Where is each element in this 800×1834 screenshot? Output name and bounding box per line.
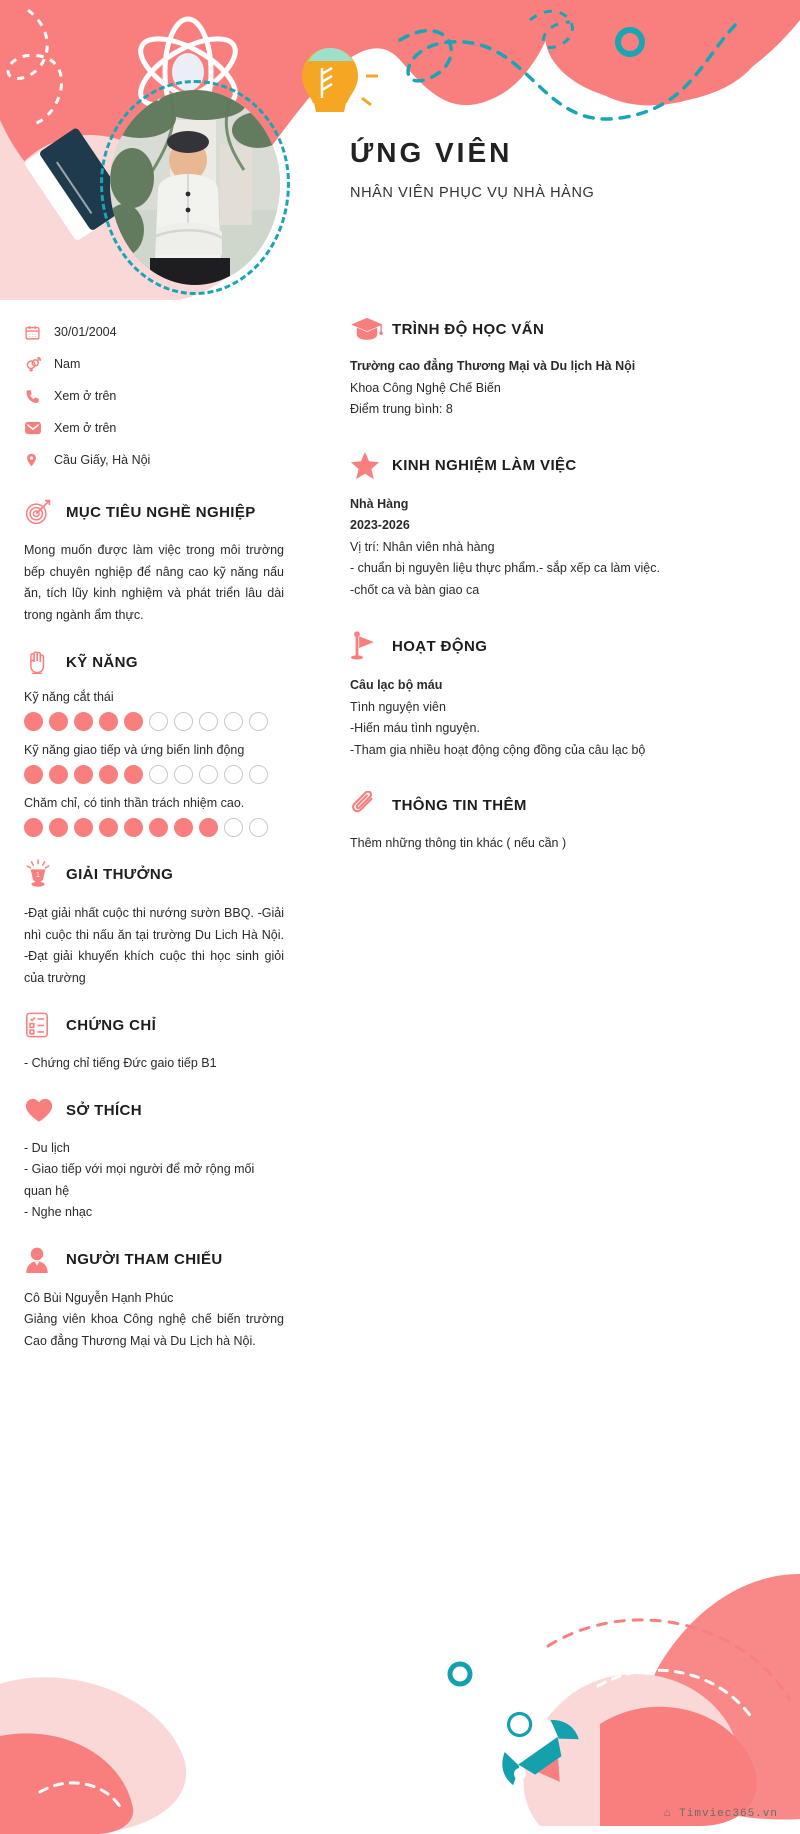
awards-text: -Đạt giải nhất cuộc thi nướng sườn BBQ. -Giải nhì cuộc thi nấu ăn tại trường Du Lich Hà Nội. -Đạt giải khuyến khích cuộc thi học sinh giỏi của trường <box>24 906 284 985</box>
left-column <box>24 316 284 1352</box>
education-gpa: Điểm trung bình: 8 <box>350 402 453 416</box>
section-title: KINH NGHIỆM LÀM VIỆC <box>392 456 577 474</box>
section-header-objective <box>24 498 284 526</box>
section-title: SỞ THÍCH <box>66 1101 142 1119</box>
experience-position: Vị trí: Nhân viên nhà hàng <box>350 539 495 554</box>
experience-duty: -chốt ca và bàn giao ca <box>350 582 480 597</box>
contact-item-phone[interactable] <box>24 380 284 412</box>
contact-item-gender <box>24 348 284 380</box>
avatar <box>100 80 290 295</box>
flag-icon <box>350 631 392 661</box>
section-header-hobbies <box>24 1097 284 1124</box>
section-header-awards <box>24 859 284 889</box>
activity-detail: -Tham gia nhiều hoạt động cộng đồng của câu lạc bộ <box>350 742 646 757</box>
contact-item-address <box>24 444 284 476</box>
skill-label: Kỹ năng cắt thái <box>24 690 114 704</box>
skill-dot[interactable] <box>199 818 218 837</box>
avatar-photo <box>110 90 280 285</box>
skill-dot[interactable] <box>174 765 193 784</box>
section-activities <box>350 631 770 761</box>
more-info-text: Thêm những thông tin khác ( nếu cần ) <box>350 836 567 850</box>
section-experience <box>350 451 770 602</box>
checklist-icon <box>24 1011 66 1039</box>
skill-dot[interactable] <box>199 712 218 731</box>
skill-dot[interactable] <box>174 818 193 837</box>
contact-value: Nam <box>54 357 81 371</box>
skill-dot[interactable] <box>124 818 143 837</box>
section-title: MỤC TIÊU NGHỀ NGHIỆP <box>66 503 256 521</box>
graduation-cap-icon <box>350 316 392 342</box>
skill-dot[interactable] <box>224 765 243 784</box>
skill-dot[interactable] <box>74 818 93 837</box>
hobby-line: - Du lịch <box>24 1140 70 1155</box>
section-more-info <box>350 791 770 855</box>
contact-value: Cầu Giấy, Hà Nội <box>54 453 151 467</box>
hand-icon <box>24 648 66 676</box>
gender-icon <box>24 355 54 373</box>
hobby-line: - Giao tiếp với mọi người để mở rộng mối quan hệ <box>24 1162 255 1198</box>
skills-list <box>24 690 284 837</box>
job-title: NHÂN VIÊN PHỤC VỤ NHÀ HÀNG <box>350 184 595 201</box>
section-header-skills <box>24 648 284 676</box>
skill-dot[interactable] <box>49 765 68 784</box>
section-education <box>350 316 770 421</box>
section-title: TRÌNH ĐỘ HỌC VẤN <box>392 320 545 338</box>
skill-dot[interactable] <box>24 818 43 837</box>
skill-dot[interactable] <box>199 765 218 784</box>
skill-dot[interactable] <box>249 818 268 837</box>
reference-name: Cô Bùi Nguyễn Hạnh Phúc <box>24 1290 174 1305</box>
experience-duty: - chuẩn bị nguyên liệu thực phẩm.- sắp xếp ca làm việc. <box>350 561 660 575</box>
paperclip-icon <box>350 791 392 819</box>
email-icon <box>24 419 54 437</box>
skill-dot[interactable] <box>24 765 43 784</box>
section-header-experience <box>350 451 770 480</box>
target-icon <box>24 498 66 526</box>
education-faculty: Khoa Công Nghệ Chế Biến <box>350 380 501 395</box>
skill-rating[interactable] <box>24 765 284 784</box>
skill-dot[interactable] <box>99 712 118 731</box>
section-title: CHỨNG CHỈ <box>66 1016 157 1034</box>
heart-icon <box>24 1097 66 1124</box>
person-icon <box>24 1246 66 1274</box>
skill-dot[interactable] <box>74 765 93 784</box>
skill-label: Chăm chỉ, có tinh thần trách nhiệm cao. <box>24 796 245 810</box>
section-title: THÔNG TIN THÊM <box>392 796 527 814</box>
skill-dot[interactable] <box>24 712 43 731</box>
experience-period: 2023-2026 <box>350 518 410 532</box>
skill-dot[interactable] <box>249 712 268 731</box>
skill-item <box>24 690 284 731</box>
star-icon <box>350 451 392 480</box>
skill-dot[interactable] <box>224 818 243 837</box>
objective-text: Mong muốn được làm việc trong môi trường bếp chuyên nghiệp để nâng cao kỹ năng nấu ăn, tích lũy kinh nghiệm và phát triển lâu dài trong ngành ẩm thực. <box>24 543 284 622</box>
experience-company: Nhà Hàng <box>350 496 409 511</box>
skill-label: Kỹ năng giao tiếp và ứng biến linh động <box>24 743 245 757</box>
skill-dot[interactable] <box>124 765 143 784</box>
watermark: ⌂ Timviec365.vn <box>663 1808 778 1820</box>
skill-rating[interactable] <box>24 818 284 837</box>
section-title: GIẢI THƯỞNG <box>66 865 174 883</box>
reference-detail: Giảng viên khoa Công nghệ chế biến trường Cao đẳng Thương Mại và Du Lịch hà Nội. <box>24 1312 284 1348</box>
contact-item-birthdate <box>24 316 284 348</box>
skill-dot[interactable] <box>149 765 168 784</box>
section-header-more-info <box>350 791 770 819</box>
contact-value: Xem ở trên <box>54 389 117 403</box>
skill-dot[interactable] <box>124 712 143 731</box>
activity-role: Tình nguyện viên <box>350 699 446 714</box>
trophy-icon <box>24 859 66 889</box>
contact-item-email[interactable] <box>24 412 284 444</box>
skill-rating[interactable] <box>24 712 284 731</box>
skill-item <box>24 743 284 784</box>
section-header-certificates <box>24 1011 284 1039</box>
skill-dot[interactable] <box>224 712 243 731</box>
certificates-text: - Chứng chỉ tiếng Đức gaio tiếp B1 <box>24 1056 217 1070</box>
page-title: ỨNG VIÊN <box>350 137 513 168</box>
section-header-education <box>350 316 770 342</box>
skill-dot[interactable] <box>74 712 93 731</box>
skill-dot[interactable] <box>99 818 118 837</box>
skill-dot[interactable] <box>149 818 168 837</box>
skill-dot[interactable] <box>174 712 193 731</box>
skill-dot[interactable] <box>49 818 68 837</box>
section-title: NGƯỜI THAM CHIẾU <box>66 1251 223 1268</box>
section-title: KỸ NĂNG <box>66 653 138 671</box>
phone-icon <box>24 388 54 405</box>
skill-dot[interactable] <box>49 712 68 731</box>
svg-text:1: 1 <box>35 869 41 879</box>
skill-dot[interactable] <box>99 765 118 784</box>
hobby-line: - Nghe nhạc <box>24 1205 93 1219</box>
skill-dot[interactable] <box>149 712 168 731</box>
contact-value: 30/01/2004 <box>54 325 117 339</box>
location-pin-icon <box>24 451 54 469</box>
activity-detail: -Hiến máu tình nguyện. <box>350 721 480 735</box>
skill-dot[interactable] <box>249 765 268 784</box>
skill-item <box>24 796 284 837</box>
calendar-icon <box>24 324 54 341</box>
section-header-activities <box>350 631 770 661</box>
activity-org: Câu lạc bộ máu <box>350 678 443 692</box>
right-column <box>350 316 770 885</box>
section-header-reference <box>24 1246 284 1274</box>
section-title: HOẠT ĐỘNG <box>392 637 488 655</box>
contact-value: Xem ở trên <box>54 421 117 435</box>
contact-list <box>24 316 284 476</box>
education-school: Trường cao đẳng Thương Mại và Du lịch Hà Nội <box>350 359 636 373</box>
footer-decoration <box>0 1474 800 1834</box>
header-text-block <box>350 138 770 201</box>
